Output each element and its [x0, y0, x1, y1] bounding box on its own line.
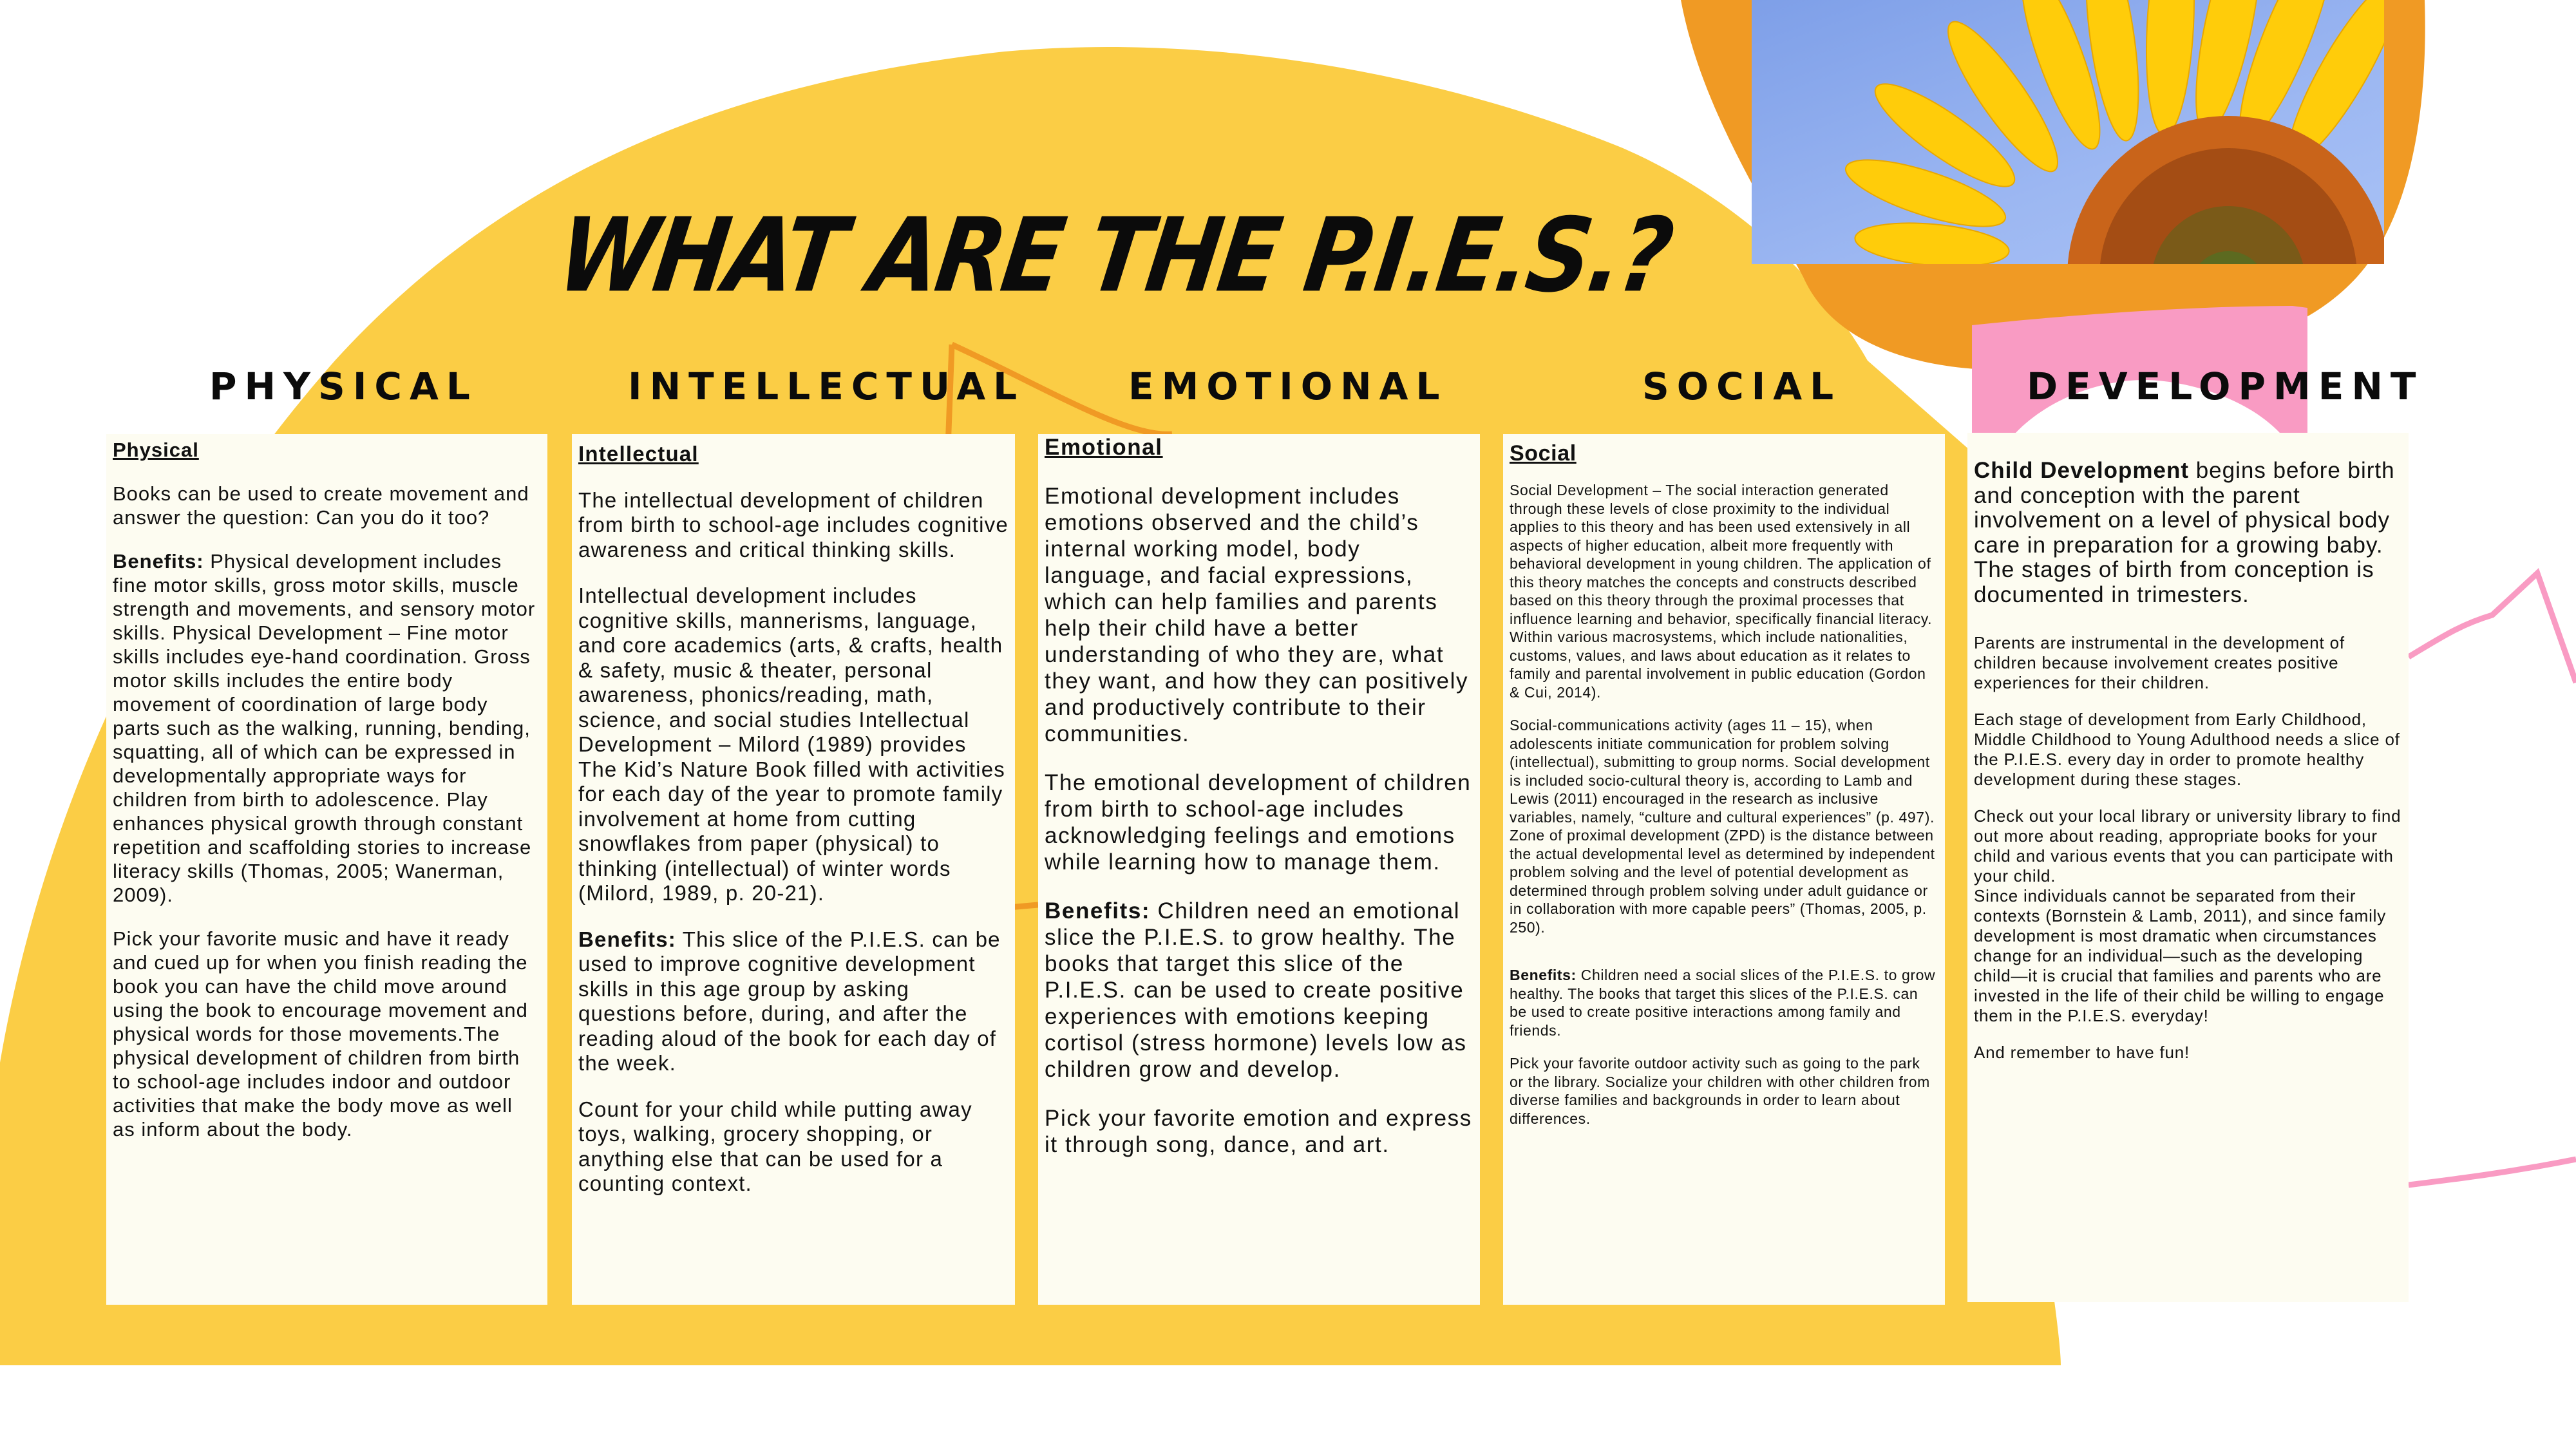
card-development [1967, 433, 2409, 1302]
benefits-label: Benefits: [113, 550, 204, 573]
benefits-text: Children need a social slices of the P.I.E.S. to grow healthy. The books that target this slices of the P.I.E.S. can be used to create positive interactions among family and friends. [1510, 967, 1936, 1039]
card-paragraph-4: Check out your local library or university library to find out more about reading, appropriate books for your child and various events that you can participate with your child. [1974, 806, 2401, 886]
card-lead [1974, 459, 2402, 607]
benefits-text: This slice of the P.I.E.S. can be used to improve cognitive development skills in this age group by asking questions before, during, and after the reading aloud of the book for each day of the week. [578, 927, 1001, 1075]
card-detail: The emotional development of children from birth to school-age includes acknowledging feelings and emotions while learning how to manage them. [1045, 770, 1472, 875]
benefits-text: Children need an emotional slice the P.I.E.S. to grow healthy. The books that target this slice of the P.I.E.S. can be used to create positive experiences with emotions keeping cortisol (stress hormone) levels low as children grow and develop. [1045, 898, 1467, 1082]
card-emotional [1038, 434, 1480, 1305]
benefits-text: Physical development includes fine motor skills, gross motor skills, muscle strength and movements, and sensory motor skills. Physical Development – Fine motor skills includes eye-hand coordination. Gross motor skills includes the entire body movement of coordination of large body parts such as the walking, running, bending, squatting, all of which can be expressed in developmentally appropriate ways for children from birth to adolescence. Play enhances physical growth through constant repetition and scaffolding stories to increase literacy skills (Thomas, 2005; Wanerman, 2009). [113, 550, 536, 906]
heading-emotional: EMOTIONAL [1128, 365, 1448, 408]
card-title: Intellectual [578, 442, 699, 466]
card-benefits [578, 927, 1009, 1076]
pink-outline [2409, 573, 2576, 1185]
card-activity: Pick your favorite emotion and express it through song, dance, and art. [1045, 1106, 1472, 1157]
sunflower-photo [1752, 0, 2384, 264]
card-paragraph-6: And remember to have fun! [1974, 1043, 2190, 1062]
benefits-label: Benefits: [578, 927, 676, 951]
benefits-label: Benefits: [1045, 898, 1151, 923]
page-title: WHAT ARE THE P.I.E.S.? [551, 196, 1678, 316]
card-intro: Social Development – The social interaction generated through these levels of close proximity to the individual applies to this theory and has been used extensively in all aspects of higher education, albeit more frequently with behavioral development in young children. The application of this theory matches the concepts and constructs described based on this theory through the proximal processes that influence learning and behavior, specifically financial literacy. Within various macrosystems, which include nationalities, customs, values, and laws about education as it relates to family and parental involvement in public education (Gordon & Cui, 2014). [1510, 482, 1933, 701]
card-title: Social [1510, 441, 1577, 466]
card-paragraph-2: Parents are instrumental in the development of children because involvement creates positive experiences for their children. [1974, 633, 2345, 692]
card-intro: Emotional development includes emotions observed and the child’s internal working model, body language, and facial expressions, which can help families and parents help their child have a better understanding of who they are, what they want, and how they can positively and productively contribute to their communities. [1045, 484, 1469, 746]
card-detail: Social-communications activity (ages 11 – 15), when adolescents initiate communication for problem solving (intellectual), submitting to group norms. Social development is included socio-cultural theory is, according to Lamb and Lewis (2011) encouraged in the research as inclusive variables, namely, “culture and cultural experiences” (p. 497). Zone of proximal development (ZPD) is the distance between the actual developmental level as determined by independent problem solving and the level of potential development as determined through problem solving under adult guidance or in collaboration with more capable peers” (Thomas, 2005, p. 250). [1510, 717, 1935, 936]
heading-development: DEVELOPMENT [2027, 365, 2424, 408]
card-benefits [1045, 898, 1473, 1083]
benefits-label: Benefits: [1510, 967, 1577, 983]
card-activity: Pick your favorite outdoor activity such as going to the park or the library. Socialize your children with other children from diverse families and backgrounds in order to learn about differences. [1510, 1055, 1930, 1127]
heading-physical: PHYSICAL [209, 365, 478, 408]
card-physical [106, 434, 547, 1305]
card-paragraph-5: Since individuals cannot be separated from their contexts (Bornstein & Lamb, 2011), and since family development is most dramatic when circumstances change for an individual—such as the developing child—it is crucial that families and parents who are invested in the life of their child be willing to engage them in the P.I.E.S. everyday! [1974, 886, 2387, 1025]
card-activity: Count for your child while putting away toys, walking, grocery shopping, or anything else that can be used for a counting context. [578, 1097, 972, 1195]
sunflower-icon [1752, 0, 2384, 264]
card-detail: Intellectual development includes cognitive skills, mannerisms, language, and core academics (arts, & crafts, health & safety, music & theater, personal awareness, phonics/reading, math, science, and social studies Intellectual Development – Milord (1989) provides The Kid’s Nature Book filled with activities for each day of the year to promote family involvement at home from cutting snowflakes from paper (physical) to thinking (intellectual) of winter words (Milord, 1989, p. 20-21). [578, 583, 1005, 905]
card-title: Emotional [1045, 435, 1163, 460]
card-paragraph-3: Each stage of development from Early Childhood, Middle Childhood to Young Adulthood needs a slice of the P.I.E.S. every day in order to promote healthy development during these stages. [1974, 710, 2400, 789]
card-intro: Books can be used to create movement and answer the question: Can you do it too? [113, 482, 529, 529]
card-benefits [113, 549, 541, 907]
card-benefits [1510, 966, 1938, 1039]
card-title: Physical [113, 439, 199, 461]
heading-social: SOCIAL [1642, 365, 1842, 408]
card-social [1503, 434, 1945, 1305]
card-intellectual [572, 434, 1015, 1305]
heading-intellectual: INTELLECTUAL [628, 365, 1025, 408]
lead-bold: Child Development [1974, 458, 2189, 483]
lead-text: begins before birth and conception with the parent involvement on a level of physical body care in preparation for a growing baby. The stages of birth from conception is documented in trimesters. [1974, 458, 2395, 607]
card-activity: Pick your favorite music and have it ready and cued up for when you finish reading the book you can have the child move around using the book to encourage movement and physical words for those movements.The physical development of children from birth to school-age includes indoor and outdoor activities that make the body move as well as inform about the body. [113, 927, 528, 1141]
card-intro: The intellectual development of children from birth to school-age includes cognitive awareness and critical thinking skills. [578, 488, 1009, 562]
